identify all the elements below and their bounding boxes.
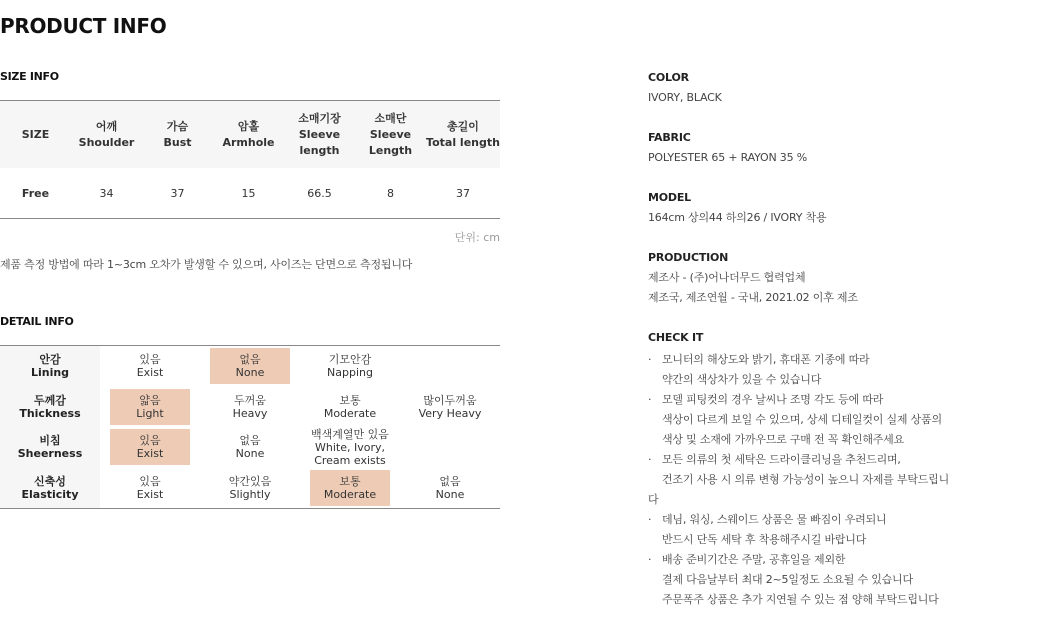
detail-label-text: 두께감 bbox=[34, 393, 66, 407]
selected-option bbox=[310, 470, 390, 506]
size-value-cell: 8 bbox=[355, 168, 426, 219]
production-origin: 제조국, 제조연월 - 국내, 2021.02 이후 제조 bbox=[648, 291, 858, 304]
detail-option-cell bbox=[300, 468, 400, 509]
option-text: Moderate bbox=[323, 406, 377, 420]
header-text: 소매단 bbox=[374, 111, 407, 125]
production-manufacturer: 제조사 - (주)어나더무드 협력업체 bbox=[648, 271, 806, 284]
bullet-icon: · bbox=[648, 353, 652, 366]
color-block bbox=[648, 70, 1048, 110]
detail-option-cell bbox=[100, 346, 200, 387]
model-value: 164cm 상의44 하의26 / IVORY 착용 bbox=[648, 211, 827, 224]
detail-row-label bbox=[0, 427, 100, 468]
option-text: None bbox=[435, 487, 465, 501]
detail-option-cell bbox=[400, 387, 500, 428]
header-text: 총길이 bbox=[447, 119, 479, 133]
option bbox=[210, 389, 290, 425]
size-value-cell: 15 bbox=[213, 168, 284, 219]
list-item-text: 모니터의 해상도와 밝기, 휴대폰 기종에 따라 bbox=[662, 353, 870, 366]
header-text: 가슴 bbox=[166, 119, 189, 133]
list-item-text: 반드시 단독 세탁 후 착용해주시길 바랍니다 bbox=[662, 533, 867, 546]
detail-option-cell bbox=[200, 346, 300, 387]
detail-option-cell bbox=[400, 346, 500, 387]
detail-option-cell bbox=[200, 427, 300, 468]
option-text: 기모안감 bbox=[328, 353, 372, 367]
detail-row bbox=[0, 346, 500, 387]
option-text: 백색계열만 있음 bbox=[311, 427, 389, 441]
size-value-cell: 37 bbox=[426, 168, 500, 219]
size-column-header bbox=[426, 101, 500, 169]
list-item bbox=[648, 550, 1048, 610]
option bbox=[110, 348, 190, 384]
option-text: Napping bbox=[327, 366, 373, 380]
option-text: None bbox=[235, 366, 265, 380]
size-info-heading: SIZE INFO bbox=[0, 70, 59, 83]
size-column-header bbox=[213, 101, 284, 169]
option-text: Heavy bbox=[232, 406, 268, 420]
model-block bbox=[648, 190, 1048, 230]
option bbox=[110, 470, 190, 506]
detail-label-text: Lining bbox=[30, 366, 70, 380]
fabric-block bbox=[648, 130, 1048, 170]
product-details-panel bbox=[648, 70, 1048, 630]
header-text: Armhole bbox=[222, 135, 275, 149]
detail-label-text: 비침 bbox=[39, 434, 61, 448]
detail-row-label bbox=[0, 468, 100, 509]
selected-option bbox=[110, 429, 190, 465]
option-text: 없음 bbox=[439, 474, 461, 488]
list-item-text: 결제 다음날부터 최대 2~5일정도 소요될 수 있습니다 bbox=[662, 573, 913, 586]
size-table bbox=[0, 100, 500, 219]
table-row bbox=[0, 168, 500, 219]
size-column-header bbox=[284, 101, 355, 169]
size-column-header bbox=[355, 101, 426, 169]
unit-label: 단위: cm bbox=[454, 231, 500, 244]
detail-label-text: Sheerness bbox=[17, 447, 83, 461]
check-it-block bbox=[648, 330, 1048, 610]
option bbox=[310, 389, 390, 425]
list-item-text: 데님, 워싱, 스웨이드 상품은 물 빠짐이 우려되니 bbox=[662, 513, 887, 526]
detail-option-cell bbox=[400, 468, 500, 509]
size-table-header-row bbox=[0, 101, 500, 169]
option-text: Light bbox=[136, 406, 164, 420]
list-item-text: 색상 및 소재에 가까우므로 구매 전 꼭 확인해주세요 bbox=[662, 433, 905, 446]
option-text: 없음 bbox=[239, 434, 261, 448]
production-block bbox=[648, 250, 1048, 310]
list-item bbox=[648, 510, 1048, 550]
detail-option-cell bbox=[300, 427, 400, 468]
header-text: 암홀 bbox=[237, 119, 260, 133]
size-value-cell: 34 bbox=[71, 168, 142, 219]
header-text: Sleeve bbox=[298, 127, 341, 141]
list-item bbox=[648, 350, 1048, 390]
list-item-text: 모든 의류의 첫 세탁은 드라이클리닝을 추천드리며, bbox=[662, 453, 901, 466]
selected-option bbox=[210, 348, 290, 384]
list-item-text: 건조기 사용 시 의류 변형 가능성이 높으니 자제를 부탁드립니 bbox=[662, 473, 950, 486]
option-text: 없음 bbox=[239, 353, 261, 367]
option-text: None bbox=[235, 447, 265, 461]
detail-table bbox=[0, 345, 500, 509]
page-title: PRODUCT INFO bbox=[0, 14, 167, 38]
size-value-cell: 37 bbox=[142, 168, 213, 219]
size-column-header bbox=[0, 101, 71, 169]
fabric-value: POLYESTER 65 + RAYON 35 % bbox=[648, 151, 807, 164]
color-label: COLOR bbox=[648, 71, 689, 84]
list-item-text: 다 bbox=[648, 493, 659, 506]
option-text: 보통 bbox=[339, 393, 361, 407]
option-text: White, Ivory, bbox=[315, 440, 385, 454]
measurement-note: 제품 측정 방법에 따라 1~3cm 오차가 발생할 수 있으며, 사이즈는 단면으로 측정됩니다 bbox=[0, 258, 413, 271]
header-text: Total length bbox=[426, 135, 500, 149]
fabric-label: FABRIC bbox=[648, 131, 691, 144]
detail-option-cell bbox=[400, 427, 500, 468]
bullet-icon: · bbox=[648, 393, 652, 406]
detail-option-cell bbox=[200, 387, 300, 428]
option bbox=[310, 429, 390, 465]
option-text: 많이두꺼움 bbox=[423, 393, 477, 407]
detail-row bbox=[0, 427, 500, 468]
detail-option-cell bbox=[300, 387, 400, 428]
detail-info-heading: DETAIL INFO bbox=[0, 315, 74, 328]
detail-option-cell bbox=[100, 387, 200, 428]
option-text: Exist bbox=[136, 487, 164, 501]
check-it-label: CHECK IT bbox=[648, 331, 704, 344]
size-name-cell: Free bbox=[0, 168, 71, 219]
option bbox=[410, 470, 490, 506]
detail-option-cell bbox=[300, 346, 400, 387]
option-text: Cream exists bbox=[314, 453, 386, 467]
list-item bbox=[648, 450, 1048, 510]
option-text: Very Heavy bbox=[418, 406, 482, 420]
detail-label-text: 신축성 bbox=[34, 474, 66, 488]
header-text: 어깨 bbox=[95, 119, 118, 133]
option bbox=[210, 429, 290, 465]
detail-row-label bbox=[0, 346, 100, 387]
option bbox=[310, 348, 390, 384]
size-value-cell: 66.5 bbox=[284, 168, 355, 219]
header-text: Sleeve bbox=[369, 127, 412, 141]
option-text: 있음 bbox=[139, 474, 161, 488]
detail-option-cell bbox=[100, 468, 200, 509]
option-text: Moderate bbox=[323, 487, 377, 501]
option-text: 있음 bbox=[139, 434, 161, 448]
color-value: IVORY, BLACK bbox=[648, 91, 722, 104]
selected-option bbox=[110, 389, 190, 425]
list-item-text: 색상이 다르게 보일 수 있으며, 상세 디테일컷이 실제 상품의 bbox=[662, 413, 942, 426]
bullet-icon: · bbox=[648, 453, 652, 466]
header-text: Bust bbox=[163, 135, 192, 149]
option bbox=[410, 389, 490, 425]
list-item-text: 모델 피팅컷의 경우 날씨나 조명 각도 등에 따라 bbox=[662, 393, 884, 406]
option bbox=[210, 470, 290, 506]
option-text: Exist bbox=[136, 447, 164, 461]
option-text: Slightly bbox=[229, 487, 271, 501]
list-item-text: 약간의 색상차가 있을 수 있습니다 bbox=[662, 373, 822, 386]
detail-label-text: 안감 bbox=[39, 353, 61, 367]
detail-option-cell bbox=[200, 468, 300, 509]
detail-row-label bbox=[0, 387, 100, 428]
size-column-header bbox=[71, 101, 142, 169]
detail-label-text: Thickness bbox=[19, 406, 81, 420]
list-item-text: 주문폭주 상품은 추가 지연될 수 있는 점 양해 부탁드립니다 bbox=[662, 593, 939, 606]
list-item bbox=[648, 390, 1048, 450]
option-text: 얇음 bbox=[139, 393, 161, 407]
option-text: 약간있음 bbox=[228, 474, 272, 488]
option-text: 있음 bbox=[139, 353, 161, 367]
size-column-header bbox=[142, 101, 213, 169]
model-label: MODEL bbox=[648, 191, 691, 204]
detail-row bbox=[0, 387, 500, 428]
header-text: Shoulder bbox=[78, 135, 135, 149]
option-text: 두꺼움 bbox=[234, 393, 266, 407]
header-text: SIZE bbox=[21, 127, 50, 141]
list-item-text: 배송 준비기간은 주말, 공휴일을 제외한 bbox=[662, 553, 846, 566]
detail-row bbox=[0, 468, 500, 509]
header-text: length bbox=[299, 143, 340, 157]
option-text: 보통 bbox=[339, 474, 361, 488]
bullet-icon: · bbox=[648, 553, 652, 566]
option-text: Exist bbox=[136, 366, 164, 380]
production-label: PRODUCTION bbox=[648, 251, 729, 264]
detail-label-text: Elasticity bbox=[21, 487, 79, 501]
detail-option-cell bbox=[100, 427, 200, 468]
header-text: Length bbox=[368, 143, 413, 157]
bullet-icon: · bbox=[648, 513, 652, 526]
check-it-list bbox=[648, 350, 1048, 610]
header-text: 소매기장 bbox=[298, 111, 341, 125]
